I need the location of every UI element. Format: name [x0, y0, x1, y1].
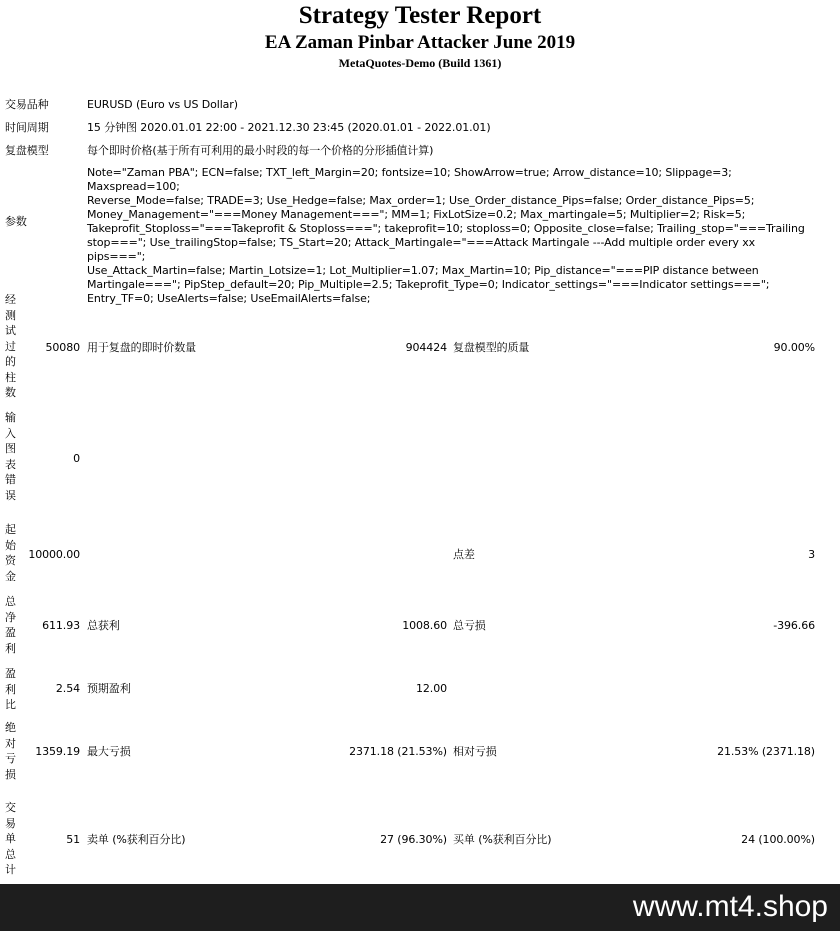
bars-value: 50080 — [45, 341, 80, 354]
short-positions-value: 27 (96.30%) — [380, 833, 447, 846]
footer-bar — [0, 884, 840, 931]
ticks-label: 用于复盘的即时价数量 — [87, 341, 196, 354]
expected-payoff-value: 12.00 — [416, 682, 447, 695]
deposit-value: 10000.00 — [28, 548, 80, 561]
max-drawdown-value: 2371.18 (21.53%) — [349, 745, 447, 758]
spread-label: 点差 — [453, 548, 475, 561]
total-trades-label: 交易单总计 — [5, 801, 16, 876]
absolute-drawdown-value: 1359.19 — [35, 745, 80, 758]
model-quality-value: 90.00% — [773, 341, 815, 354]
deposit-label: 起始资金 — [5, 523, 16, 583]
bars-label: 经测试过的柱数 — [5, 293, 16, 399]
relative-drawdown-value: 21.53% (2371.18) — [717, 745, 815, 758]
expected-payoff-label: 预期盈利 — [87, 682, 131, 695]
model-quality-label: 复盘模型的质量 — [453, 341, 530, 354]
ea-name: EA Zaman Pinbar Attacker June 2019 — [264, 32, 576, 53]
spread-value: 3 — [808, 548, 815, 561]
net-profit-value: 611.93 — [42, 619, 80, 632]
long-positions-label: 买单 (%获利百分比) — [453, 833, 552, 846]
ticks-value: 904424 — [405, 341, 447, 354]
absolute-drawdown-label: 绝对亏损 — [5, 721, 16, 781]
profit-factor-value: 2.54 — [55, 682, 80, 695]
symbol-label: 交易品种 — [5, 98, 49, 111]
total-trades-value: 51 — [66, 833, 80, 846]
errors-value: 0 — [73, 452, 80, 465]
params-value: Note="Zaman PBA"; ECN=false; TXT_left_Margin=20; fontsize=10; ShowArrow=true; Arrow_distance=10; Slippage=3; Maxspread=100; Reverse_Mode=false; TRADE=3; Use_Hedge=false; Max_order=1; Use_Order_distance_Pips=false; Order_distance_Pips=5; Money_Management="===Money Management==="; MM=1; FixLotSize=0.2; Max_martingale=5; Multiplier=2; Risk=5; Takeprofit_Stoploss="===Takeprofit & Stoploss==="; takeprofit=10; stoploss=0; Opposite_close=false; Trailing_stop="===Trailing stop==="; Use_trailingStop=false; TS_Start=20; Attack_Martingale="===Attack Martingale ---Add multiple order every xx pips==="; Use_Attack_Martin=false; Martin_Lotsize=1; Lot_Multiplier=1.07; Max_Martin=10; Pip_distance="===PIP distance between Martingale==="; PipStep_default=20; Pip_Multiple=2.5; Takeprofit_Type=0; Indicator_settings="===Indicator settings==="; Entry_TF=0; UseAlerts=false; UseEmailAlerts=false; — [87, 166, 805, 305]
period-value: 15 分钟图 2020.01.01 22:00 - 2021.12.30 23:45 (2020.01.01 - 2022.01.01) — [87, 121, 491, 134]
build-info: MetaQuotes-Demo (Build 1361) — [338, 56, 502, 70]
relative-drawdown-label: 相对亏损 — [453, 745, 497, 758]
profit-factor-label: 盈利比 — [5, 667, 16, 711]
model-value: 每个即时价格(基于所有可利用的最小时段的每一个价格的分形插值计算) — [87, 144, 434, 157]
long-positions-value: 24 (100.00%) — [741, 833, 815, 846]
model-label: 复盘模型 — [5, 144, 49, 157]
short-positions-label: 卖单 (%获利百分比) — [87, 833, 186, 846]
symbol-value: EURUSD (Euro vs US Dollar) — [87, 98, 238, 111]
period-label: 时间周期 — [5, 121, 49, 134]
gross-loss-label: 总亏损 — [453, 619, 486, 632]
report-title: Strategy Tester Report — [298, 2, 542, 29]
max-drawdown-label: 最大亏损 — [87, 745, 131, 758]
errors-label: 输入图表错误 — [5, 411, 16, 502]
gross-profit-label: 总获利 — [87, 619, 120, 632]
watermark-text: www.mt4.shop — [632, 890, 828, 923]
gross-profit-value: 1008.60 — [402, 619, 447, 632]
gross-loss-value: -396.66 — [773, 619, 815, 632]
params-label: 参数 — [5, 215, 27, 228]
net-profit-label: 总净盈利 — [5, 595, 16, 655]
